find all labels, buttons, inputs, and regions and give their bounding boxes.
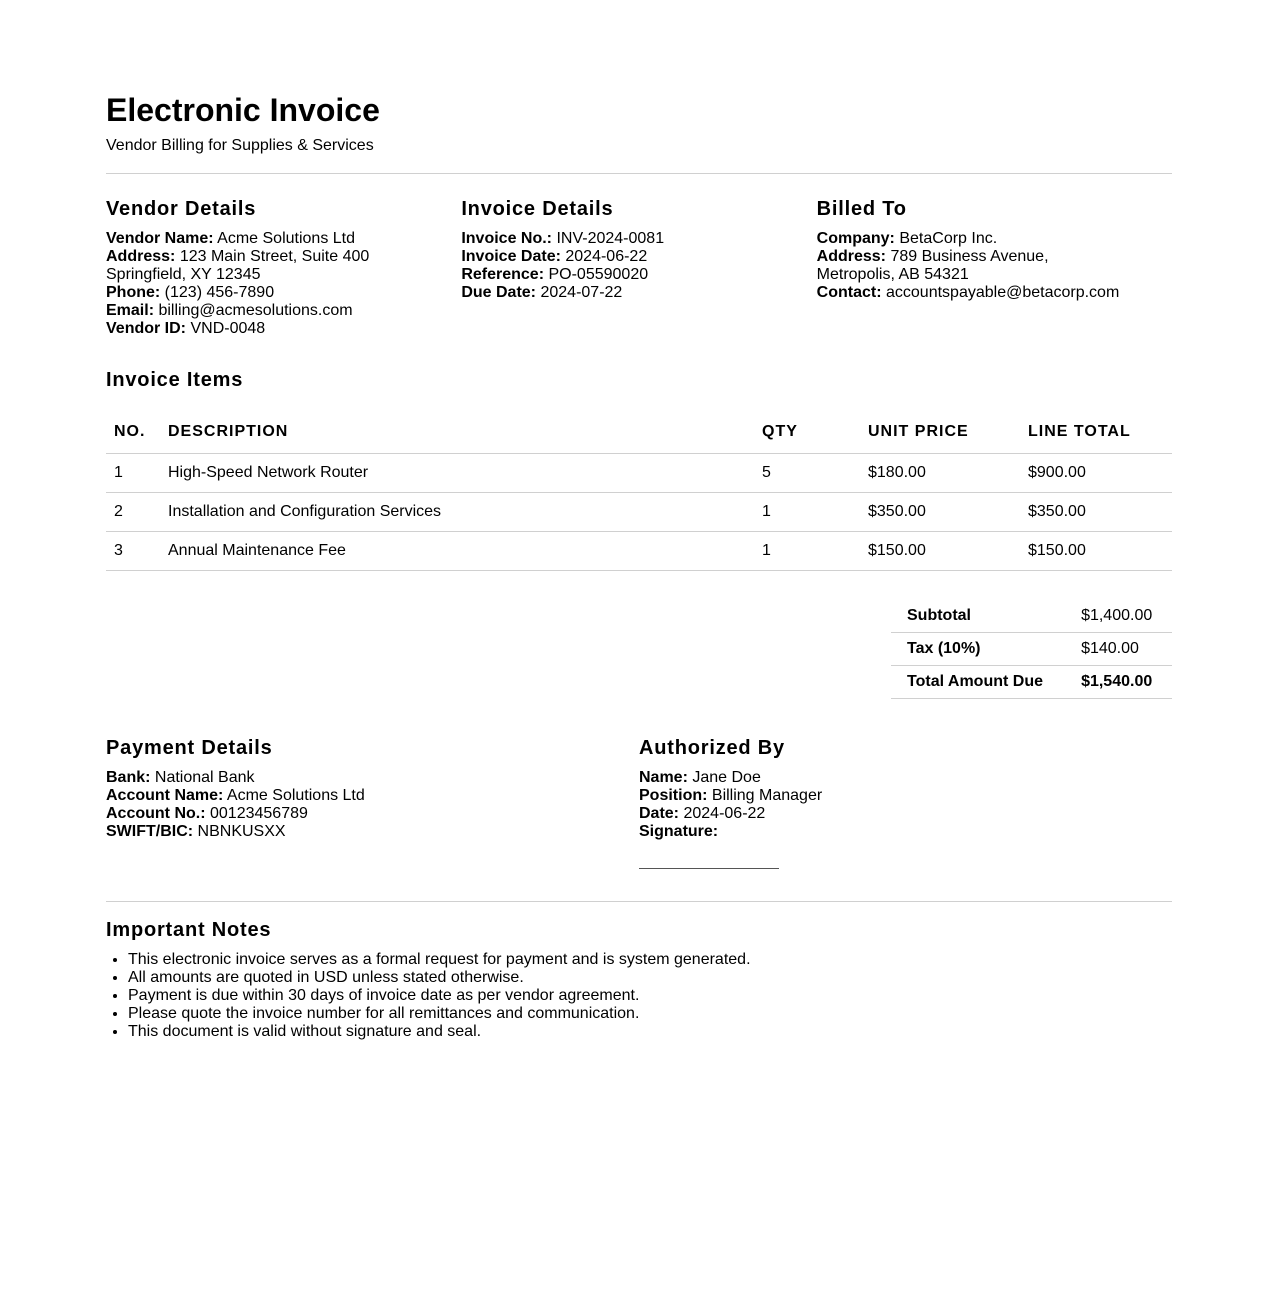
bank: National Bank <box>154 769 255 786</box>
account-name: Acme Solutions Ltd <box>226 787 365 804</box>
item-line-total: $150.00 <box>1020 532 1172 571</box>
list-item: • Please quote the invoice number for all remittances and communication. <box>128 1005 1172 1023</box>
column-header-no: NO. <box>106 411 160 454</box>
reference: PO-05590020 <box>548 266 649 283</box>
item-line-total: $350.00 <box>1020 493 1172 532</box>
company-row: Company: BetaCorp Inc. <box>816 230 998 247</box>
authorized-by <box>639 736 1172 869</box>
billed-to-heading: Billed To <box>816 198 907 220</box>
item-description: Annual Maintenance Fee <box>160 532 754 571</box>
item-unit-price: $350.00 <box>860 493 1020 532</box>
account-no: 00123456789 <box>210 805 308 822</box>
totals-section <box>106 600 1172 699</box>
table-row <box>106 493 1172 532</box>
total-row <box>891 666 1172 699</box>
table-row <box>106 532 1172 571</box>
item-unit-price: $180.00 <box>860 454 1020 493</box>
list-item: • This electronic invoice serves as a formal request for payment and is system generated. <box>128 951 1172 969</box>
vendor-name-row: Vendor Name: Acme Solutions Ltd <box>106 230 356 247</box>
item-description: High-Speed Network Router <box>160 454 754 493</box>
auth-position-row: Position: Billing Manager <box>639 787 823 804</box>
invoice-date-row: Invoice Date: 2024-06-22 <box>461 248 648 265</box>
total-label: Total Amount Due <box>891 666 1065 699</box>
auth-position: Billing Manager <box>711 787 823 804</box>
auth-date-row: Date: 2024-06-22 <box>639 805 766 822</box>
invoice-items-heading: Invoice Items <box>106 369 244 391</box>
item-description: Installation and Configuration Services <box>160 493 754 532</box>
page-title: Electronic Invoice <box>106 92 380 128</box>
important-notes-heading: Important Notes <box>106 919 272 941</box>
invoice-page <box>106 0 1172 1041</box>
item-line-total: $900.00 <box>1020 454 1172 493</box>
vendor-address-line2: Springfield, XY 12345 <box>106 266 261 283</box>
authorized-by-heading: Authorized By <box>639 737 785 759</box>
column-header-qty: QTY <box>754 411 860 454</box>
billed-address-row: Address: 789 Business Avenue, <box>816 248 1049 265</box>
company: BetaCorp Inc. <box>899 230 998 247</box>
tax-value: $140.00 <box>1065 633 1172 666</box>
invoice-date: 2024-06-22 <box>565 248 648 265</box>
bank-row: Bank: National Bank <box>106 769 255 786</box>
payment-details-heading: Payment Details <box>106 737 273 759</box>
signature-line <box>639 868 779 869</box>
vendor-phone-row: Phone: (123) 456-7890 <box>106 284 275 301</box>
vendor-details-heading: Vendor Details <box>106 198 257 220</box>
table-row <box>106 454 1172 493</box>
vendor-address-row: Address: 123 Main Street, Suite 400 <box>106 248 370 265</box>
notes-divider <box>106 901 1172 902</box>
invoice-details <box>461 197 816 338</box>
swift-row: SWIFT/BIC: NBNKUSXX <box>106 823 286 840</box>
list-item: • This document is valid without signature and seal. <box>128 1023 1172 1041</box>
page-subtitle: Vendor Billing for Supplies & Services <box>106 137 374 154</box>
signature-row: Signature: <box>639 823 719 840</box>
account-no-row: Account No.: 00123456789 <box>106 805 308 822</box>
vendor-name: Acme Solutions Ltd <box>217 230 356 247</box>
column-header-line-total: LINE TOTAL <box>1020 411 1172 454</box>
item-no: 2 <box>106 493 160 532</box>
column-header-unit-price: UNIT PRICE <box>860 411 1020 454</box>
contact-row: Contact: accountspayable@betacorp.com <box>816 284 1120 301</box>
item-qty: 1 <box>754 532 860 571</box>
payment-details <box>106 736 639 869</box>
column-header-description: DESCRIPTION <box>160 411 754 454</box>
item-unit-price: $150.00 <box>860 532 1020 571</box>
item-no: 1 <box>106 454 160 493</box>
due-date: 2024-07-22 <box>540 284 623 301</box>
invoice-no-row: Invoice No.: INV-2024-0081 <box>461 230 665 247</box>
vendor-address-line1: 123 Main Street, Suite 400 <box>179 248 370 265</box>
header-divider <box>106 173 1172 174</box>
billed-to <box>817 197 1172 338</box>
auth-date: 2024-06-22 <box>683 805 766 822</box>
invoice-items-table <box>106 411 1172 571</box>
subtotal-label: Subtotal <box>891 600 1065 633</box>
swift: NBNKUSXX <box>197 823 286 840</box>
tax-row <box>891 633 1172 666</box>
account-name-row: Account Name: Acme Solutions Ltd <box>106 787 365 804</box>
subtotal-row <box>891 600 1172 633</box>
billed-address-line2: Metropolis, AB 54321 <box>816 266 969 283</box>
vendor-phone: (123) 456-7890 <box>164 284 275 301</box>
list-item: • Payment is due within 30 days of invoice date as per vendor agreement. <box>128 987 1172 1005</box>
vendor-details <box>106 197 461 338</box>
due-date-row: Due Date: 2024-07-22 <box>461 284 623 301</box>
auth-name: Jane Doe <box>692 769 761 786</box>
notes-list <box>106 951 1172 1041</box>
vendor-email: billing@acmesolutions.com <box>158 302 353 319</box>
vendor-email-row: Email: billing@acmesolutions.com <box>106 302 353 319</box>
payment-authorization-columns <box>106 736 1172 869</box>
tax-label: Tax (10%) <box>891 633 1065 666</box>
auth-name-row: Name: Jane Doe <box>639 769 761 786</box>
item-qty: 1 <box>754 493 860 532</box>
table-header-row <box>106 411 1172 454</box>
billed-address-line1: 789 Business Avenue, <box>890 248 1049 265</box>
list-item: • All amounts are quoted in USD unless stated otherwise. <box>128 969 1172 987</box>
reference-row: Reference: PO-05590020 <box>461 266 649 283</box>
totals-table <box>891 600 1172 699</box>
invoice-no: INV-2024-0081 <box>556 230 665 247</box>
invoice-details-heading: Invoice Details <box>461 198 614 220</box>
contact-email: accountspayable@betacorp.com <box>886 284 1120 301</box>
total-value: $1,540.00 <box>1065 666 1172 699</box>
subtotal-value: $1,400.00 <box>1065 600 1172 633</box>
vendor-id-row: Vendor ID: VND-0048 <box>106 320 266 337</box>
vendor-id: VND-0048 <box>190 320 266 337</box>
item-qty: 5 <box>754 454 860 493</box>
item-no: 3 <box>106 532 160 571</box>
info-columns <box>106 197 1172 338</box>
